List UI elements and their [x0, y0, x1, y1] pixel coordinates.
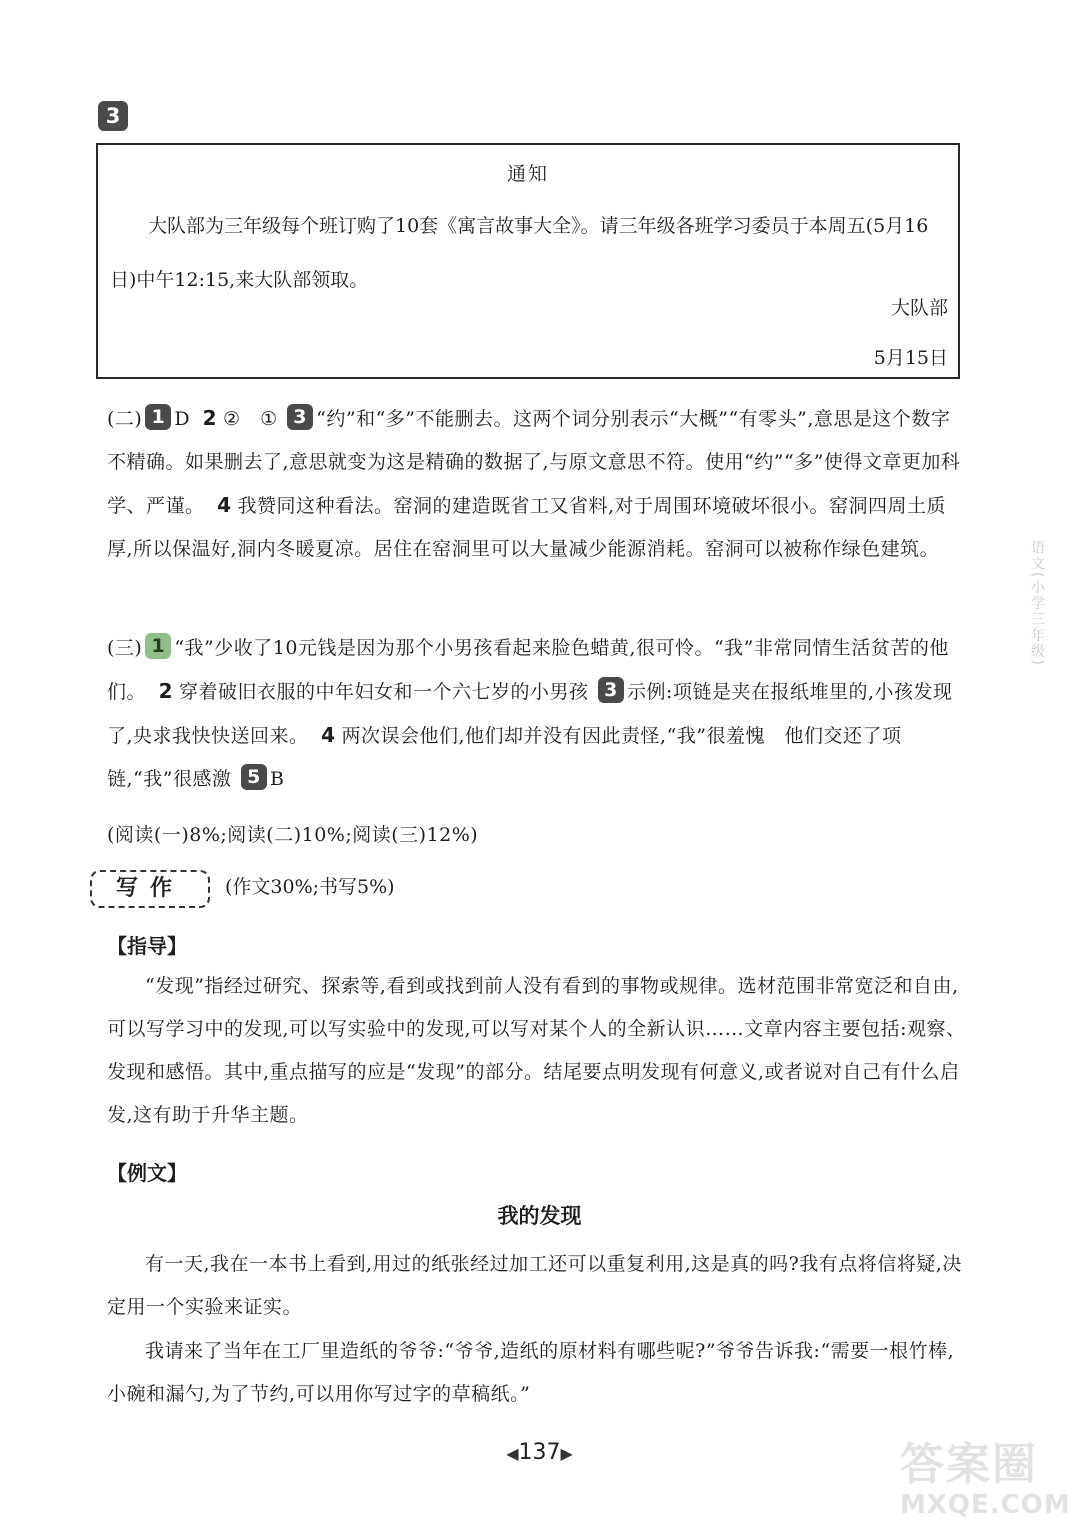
notice-signature: 大队部	[890, 297, 948, 319]
answer-5: B	[270, 768, 285, 790]
answer-3: 示例:项链是夹在报纸堆里的,小孩发现了,央求我快快送回来。	[107, 681, 953, 747]
answer-badge-3: 3	[598, 677, 624, 703]
section-prefix: (二)	[107, 408, 143, 430]
notice-body: 大队部为三年级每个班订购了10套《寓言故事大全》。请三年级各班学习委员于本周五(5月16日)中午12:15,来大队部领取。	[110, 215, 929, 291]
answer-3: “约”和“多”不能删去。这两个词分别表示“大概”“有零头”,意思是这个数字不精确。如果删去了,意思就变为这是精确的数据了,与原文意思不符。使用“约”“多”使得文章更加科学、严谨。	[107, 408, 961, 517]
answer-number-2: 2	[158, 679, 173, 703]
answer-1: D	[174, 408, 191, 430]
notice-date: 5月15日	[873, 347, 948, 369]
notice-title: 通知	[506, 163, 549, 185]
essay-paragraph-1: 有一天,我在一本书上看到,用过的纸张经过加工还可以重复利用,这是真的吗?我有点将信将疑,决定用一个实验来证实。	[107, 1253, 962, 1318]
answer-badge-5: 5	[241, 764, 267, 790]
guide-text: “发现”指经过研究、探索等,看到或找到前人没有看到的事物或规律。选材范围非常宽泛和自由,可以写学习中的发现,可以写实验中的发现,可以写对某个人的全新认识……文章内容主要包括:观察、发现和感悟。其中,重点描写的应是“发现”的部分。结尾要点明发现有何意义,或者说对自己有什么启发,这有助于升华主题。	[107, 975, 966, 1126]
reading-3-answers	[107, 627, 967, 801]
right-arrow-icon: ▶	[560, 1444, 573, 1463]
left-arrow-icon: ◀	[506, 1444, 519, 1463]
essay-title: 我的发现	[497, 1203, 582, 1228]
writing-score-note: (作文30%;书写5%)	[225, 876, 395, 898]
reading-2-answers	[107, 397, 967, 571]
question-number-badge: 3	[98, 101, 128, 131]
side-running-text: 语文(小学三年级)	[1029, 540, 1045, 667]
writing-section-label: 写作	[90, 870, 210, 908]
answer-2: ② ①	[223, 408, 278, 430]
answer-badge-1: 1	[145, 633, 171, 659]
answer-number-2: 2	[202, 406, 218, 430]
score-line: (阅读(一)8%;阅读(二)10%;阅读(三)12%)	[107, 824, 479, 846]
answer-number-4: 4	[321, 723, 336, 747]
example-label: 【例文】	[107, 1161, 187, 1185]
watermark-logo	[900, 1440, 1070, 1530]
guide-label: 【指导】	[107, 934, 187, 958]
notice-box	[96, 143, 960, 379]
answer-badge-3: 3	[287, 404, 313, 430]
answer-badge-1: 1	[145, 404, 171, 430]
section-prefix: (三)	[107, 637, 143, 659]
answer-1: “我”少收了10元钱是因为那个小男孩看起来脸色蜡黄,很可怜。“我”非常同情生活贫苦的他们。	[107, 637, 949, 703]
answer-number-4: 4	[217, 493, 232, 517]
essay-paragraph-2: 我请来了当年在工厂里造纸的爷爷:“爷爷,造纸的原材料有哪些呢?”爷爷告诉我:“需要一根竹棒,小碗和漏勺,为了节约,可以用你写过字的草稿纸。”	[107, 1340, 955, 1405]
answer-2: 穿着破旧衣服的中年妇女和一个六七岁的小男孩	[178, 681, 589, 703]
page-number-value: 137	[518, 1440, 561, 1465]
answer-4: 两次误会他们,他们却并没有因此责怪,“我”很羞愧 他们交还了项链,“我”很感激	[107, 725, 902, 790]
watermark-url: MXQE.COM	[900, 1490, 1071, 1520]
watermark-logo-text: 答案圈	[900, 1439, 1038, 1490]
answer-4: 我赞同这种看法。窑洞的建造既省工又省料,对于周围环境破坏很小。窑洞四周土质厚,所以保温好,洞内冬暖夏凉。居住在窑洞里可以大量减少能源消耗。窑洞可以被称作绿色建筑。	[107, 495, 947, 560]
